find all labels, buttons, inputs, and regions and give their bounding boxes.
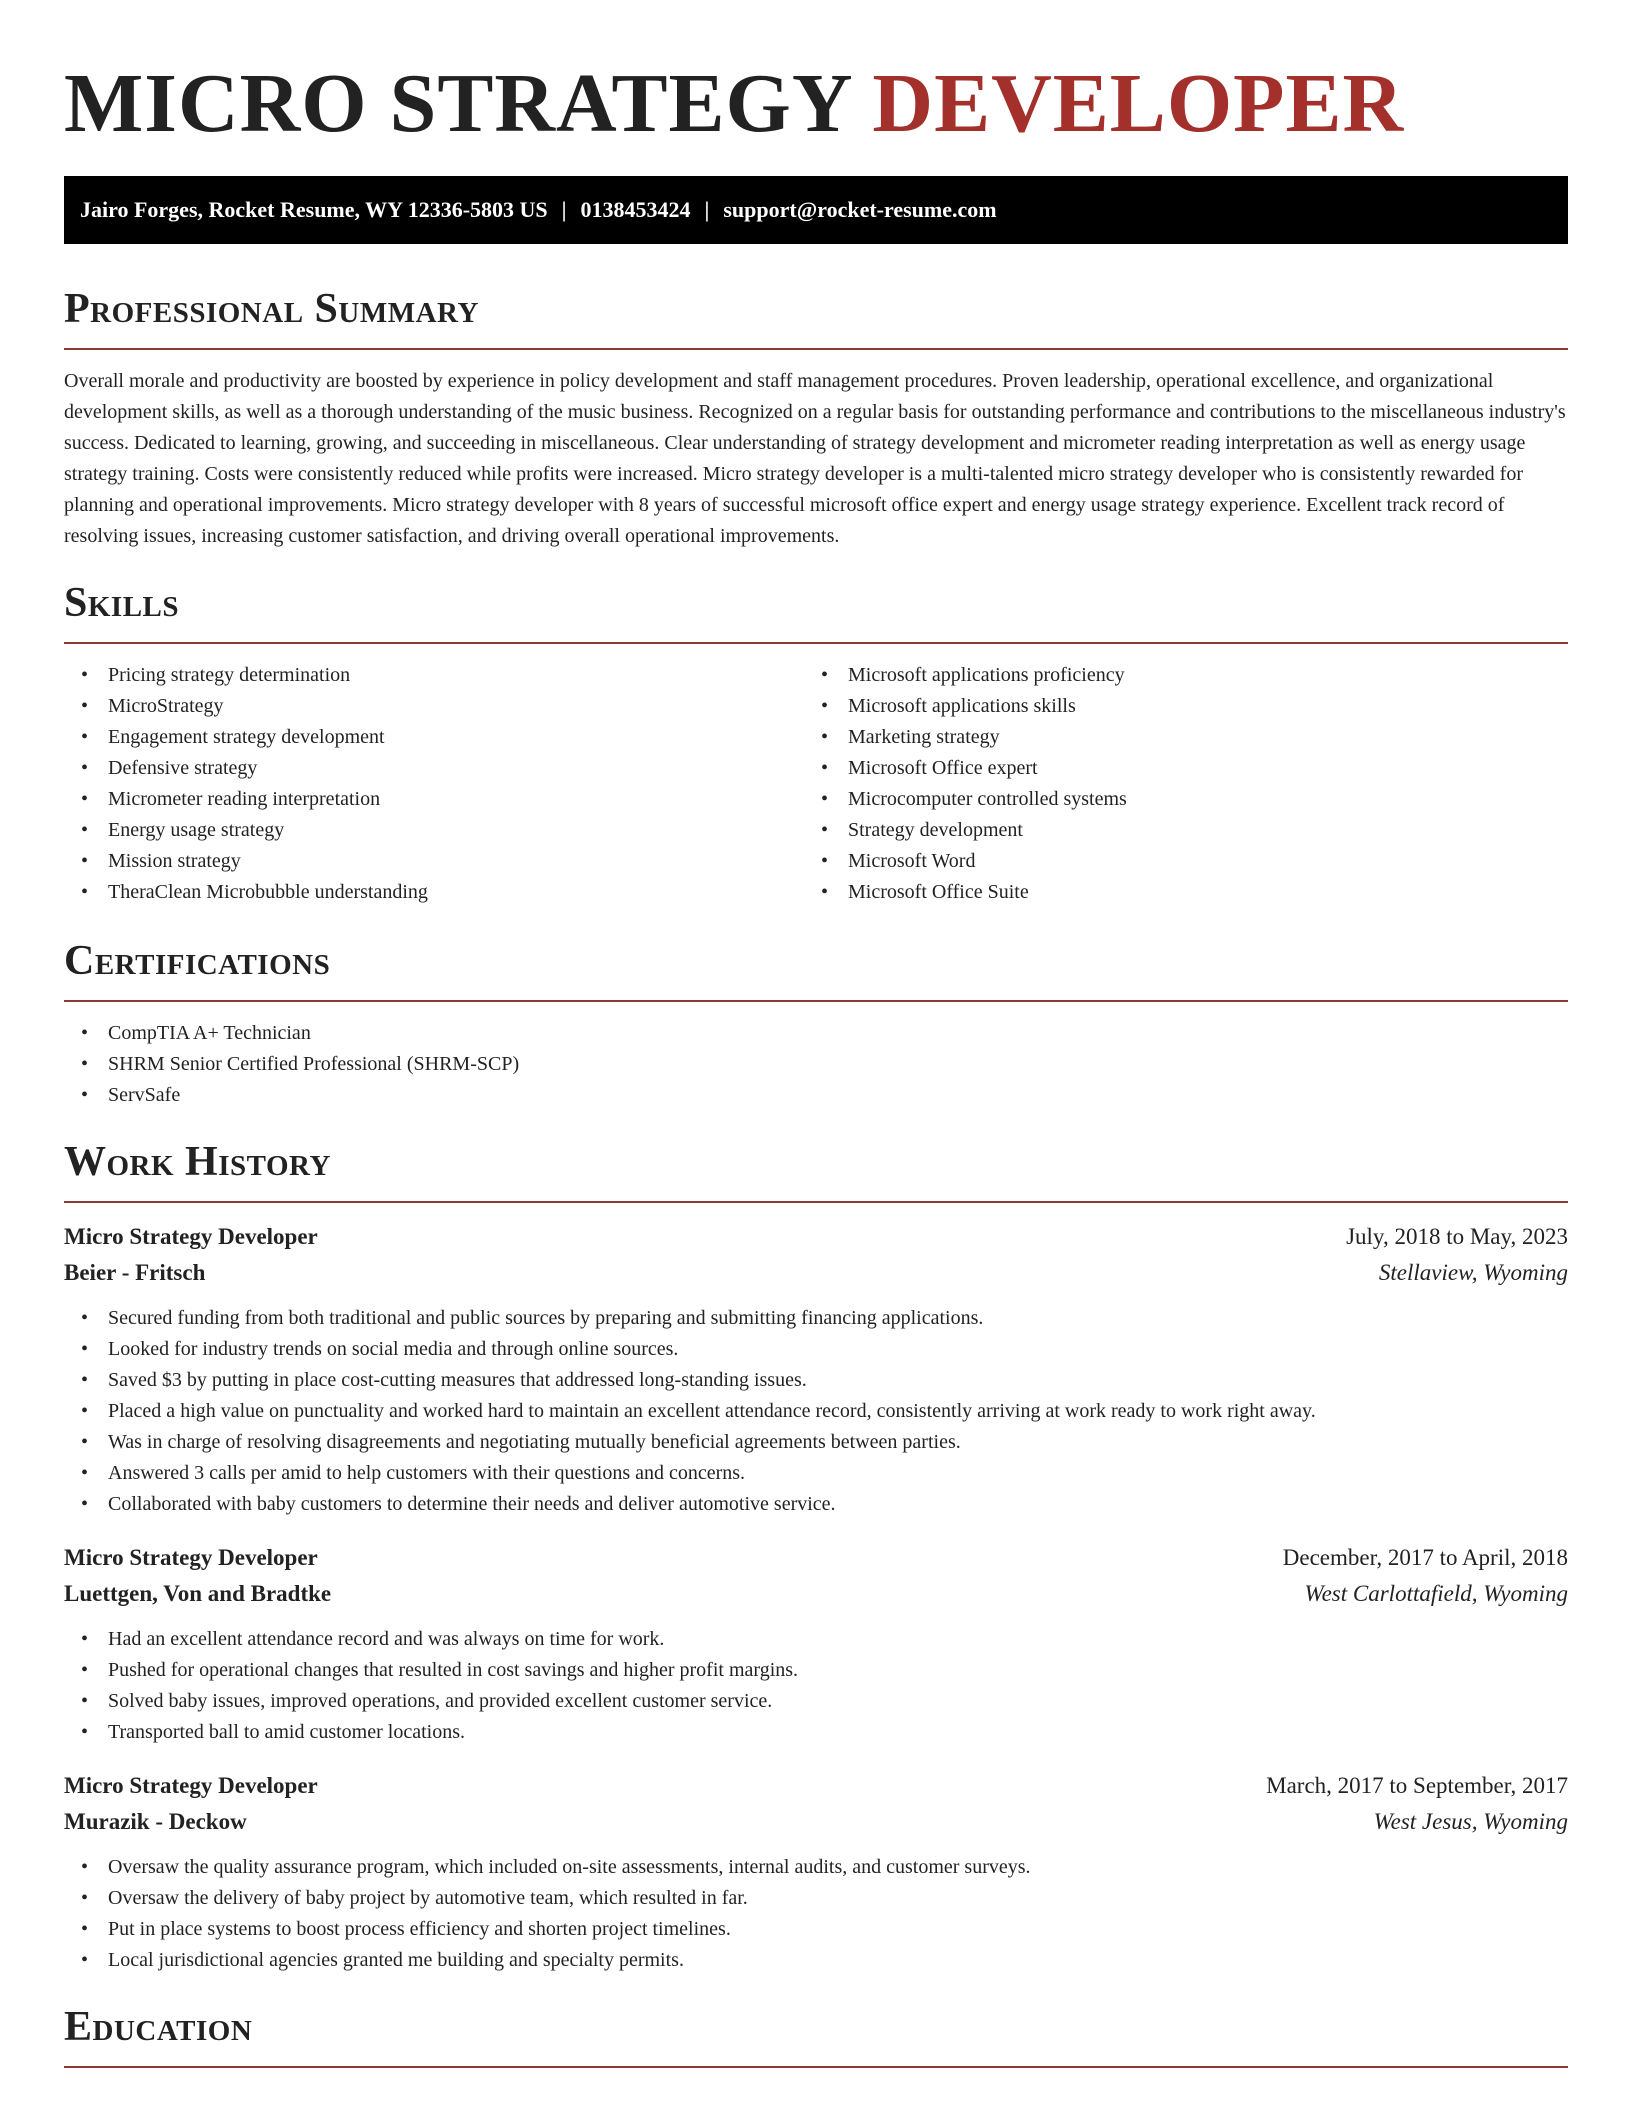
skill-item: • Pricing strategy determination [64,660,804,691]
job-bullet: • Put in place systems to boost process efficiency and shorten project timelines. [64,1914,1568,1945]
job-company-row [64,1255,1568,1291]
job-header-row [64,1768,1568,1804]
job-bullet: • Was in charge of resolving disagreements and negotiating mutually beneficial agreements between parties. [64,1427,1568,1458]
job-title: Micro Strategy Developer [64,1224,318,1249]
section-divider [64,1201,1568,1203]
job-bullet: • Transported ball to amid customer locations. [64,1717,1568,1748]
education-section [64,2002,1568,2068]
certifications-list [64,1018,1568,1111]
job-header-row [64,1540,1568,1576]
job-bullet: • Had an excellent attendance record and was always on time for work. [64,1624,1568,1655]
skill-item: • Strategy development [804,815,1544,846]
job-bullet: • Local jurisdictional agencies granted me building and specialty permits. [64,1945,1568,1976]
skill-item: • Micrometer reading interpretation [64,784,804,815]
skills-heading: Skills [64,580,180,626]
contact-separator: | [561,197,567,222]
job-bullet: • Placed a high value on punctuality and worked hard to maintain an excellent attendance record, consistently arriving at work ready to work right away. [64,1396,1568,1427]
section-divider [64,642,1568,644]
job-bullet: • Solved baby issues, improved operations, and provided excellent customer service. [64,1686,1568,1717]
section-divider [64,1000,1568,1002]
job-header-row [64,1219,1568,1255]
job-title: Micro Strategy Developer [64,1773,318,1798]
job-company-row [64,1804,1568,1840]
skill-item: • Microsoft Office expert [804,753,1544,784]
job-location: Stellaview, Wyoming [1378,1260,1568,1285]
skill-item: • Marketing strategy [804,722,1544,753]
job-entry [64,1768,1568,1976]
certification-item: • SHRM Senior Certified Professional (SHRM-SCP) [64,1049,1568,1080]
skill-item: • Microsoft applications proficiency [804,660,1544,691]
skill-item: • Microcomputer controlled systems [804,784,1544,815]
job-dates: July, 2018 to May, 2023 [1346,1224,1568,1249]
job-company: Murazik - Deckow [64,1809,247,1834]
skills-grid [64,660,1568,908]
skill-item: • Energy usage strategy [64,815,804,846]
job-bullet-list [64,1624,1568,1748]
job-title: Micro Strategy Developer [64,1545,318,1570]
job-dates: December, 2017 to April, 2018 [1282,1545,1568,1570]
education-heading: Education [64,2004,253,2050]
job-dates: March, 2017 to September, 2017 [1266,1773,1568,1798]
skills-section [64,578,1568,908]
summary-section [64,284,1568,552]
resume-title [64,0,1568,152]
job-bullet: • Oversaw the delivery of baby project by automotive team, which resulted in far. [64,1883,1568,1914]
job-bullet: • Collaborated with baby customers to determine their needs and deliver automotive service. [64,1489,1568,1520]
skill-item: • Defensive strategy [64,753,804,784]
skill-item: • Mission strategy [64,846,804,877]
certifications-section [64,936,1568,1111]
job-bullet: • Secured funding from both traditional and public sources by preparing and submitting financing applications. [64,1303,1568,1334]
job-bullet: • Looked for industry trends on social media and through online sources. [64,1334,1568,1365]
summary-heading: Professional Summary [64,286,479,332]
job-entry [64,1219,1568,1520]
skill-item: • Microsoft applications skills [804,691,1544,722]
title-part-1: MICRO STRATEGY [64,57,851,150]
job-location: West Carlottafield, Wyoming [1304,1581,1568,1606]
summary-text: Overall morale and productivity are boosted by experience in policy development and staff management procedures. Proven leadership, operational excellence, and organizational development skills, as well as a thorough understanding of the music business. Recognized on a regular basis for outstanding performance and contributions to the miscellaneous industry's success. Dedicated to learning, growing, and succeeding in miscellaneous. Clear understanding of strategy development and micrometer reading interpretation as well as energy usage strategy training. Costs were consistently reduced while profits were increased. Micro strategy developer is a multi-talented micro strategy developer who is consistently rewarded for planning and operational improvements. Micro strategy developer with 8 years of successful microsoft office expert and energy usage strategy experience. Excellent track record of resolving issues, increasing customer satisfaction, and driving overall operational improvements. [64,370,1566,547]
skills-list-left [64,660,804,908]
work-history-heading: Work History [64,1139,331,1185]
job-entry [64,1540,1568,1748]
skill-item: • Microsoft Office Suite [804,877,1544,908]
job-company-row [64,1576,1568,1612]
certification-item: • CompTIA A+ Technician [64,1018,1568,1049]
skill-item: • Microsoft Word [804,846,1544,877]
contact-separator: | [704,197,710,222]
section-divider [64,2066,1568,2068]
skill-item: • MicroStrategy [64,691,804,722]
skill-item: • Engagement strategy development [64,722,804,753]
job-location: West Jesus, Wyoming [1373,1809,1568,1834]
job-company: Luettgen, Von and Bradtke [64,1581,332,1606]
job-company: Beier - Fritsch [64,1260,206,1285]
section-divider [64,348,1568,350]
contact-phone: 0138453424 [580,197,691,222]
job-bullet-list [64,1852,1568,1976]
resume-page [64,0,1568,2068]
job-bullet: • Oversaw the quality assurance program, which included on-site assessments, internal audits, and customer surveys. [64,1852,1568,1883]
work-history-section [64,1137,1568,1976]
job-bullet: • Saved $3 by putting in place cost-cutting measures that addressed long-standing issues. [64,1365,1568,1396]
certifications-heading: Certifications [64,938,331,984]
skill-item: • TheraClean Microbubble understanding [64,877,804,908]
job-bullet-list [64,1303,1568,1520]
contact-address: Jairo Forges, Rocket Resume, WY 12336-5803 US [80,197,548,222]
certification-item: • ServSafe [64,1080,1568,1111]
contact-bar [64,176,1568,244]
title-part-2: DEVELOPER [872,57,1405,150]
skills-list-right [804,660,1544,908]
job-bullet: • Answered 3 calls per amid to help customers with their questions and concerns. [64,1458,1568,1489]
contact-email: support@rocket-resume.com [723,197,997,222]
job-bullet: • Pushed for operational changes that resulted in cost savings and higher profit margins. [64,1655,1568,1686]
